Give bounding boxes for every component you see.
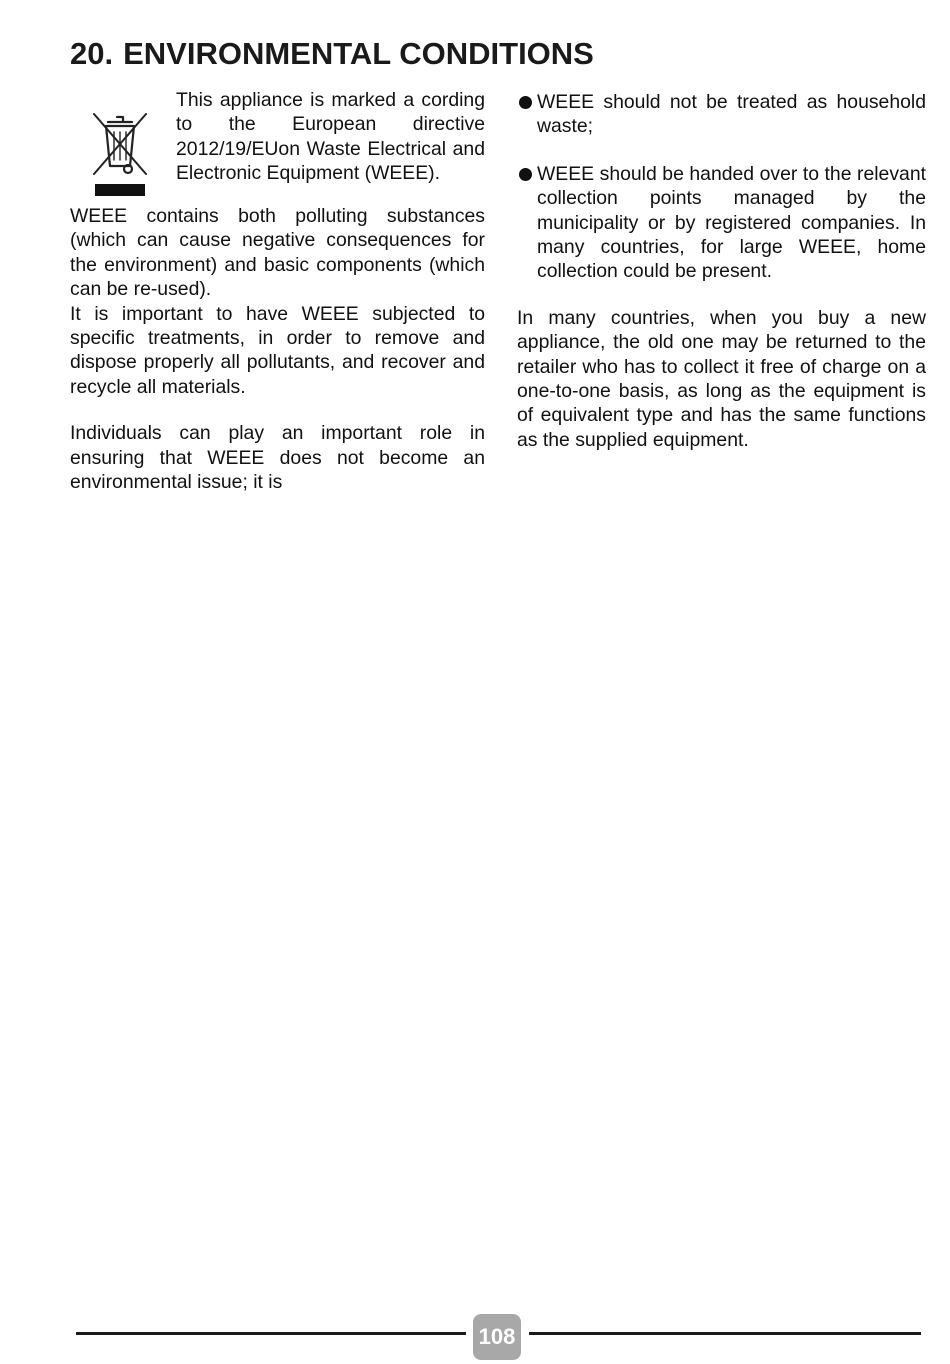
page-title bbox=[70, 36, 594, 72]
weee-intro bbox=[70, 88, 485, 204]
bullet-item bbox=[517, 90, 926, 139]
section-title: ENVIRONMENTAL CONDITIONS bbox=[123, 36, 594, 71]
individuals-role-paragraph: Individuals can play an important role in ensuring that WEEE does not become an environmental issue; it is bbox=[70, 422, 485, 494]
weee-contents-paragraph: WEEE contains both polluting substances (which can cause negative consequences for the environment) and basic components (which can be re-used). bbox=[70, 205, 485, 301]
bullet-dot-icon bbox=[519, 96, 532, 109]
bullet-text: WEEE should not be treated as household waste; bbox=[537, 91, 926, 138]
intro-text: This appliance is marked a cording to the European directive 2012/19/EUon Waste Electrical and Electronic Equipment (WEEE). bbox=[176, 89, 485, 185]
retailer-return-paragraph: In many countries, when you buy a new appliance, the old one may be returned to the retailer who has to collect it free of charge on a one-to-one basis, as long as the equipment is of equivalent type and has the same functions as the supplied equipment. bbox=[517, 306, 926, 451]
page-number-badge: 108 bbox=[473, 1314, 521, 1360]
bullet-text: WEEE should be handed over to the relevant collection points managed by the municipality or by registered companies. In many countries, for large WEEE, home collection could be present. bbox=[537, 162, 926, 283]
left-column bbox=[70, 88, 485, 494]
footer-divider-left bbox=[76, 1332, 466, 1335]
bullet-dot-icon bbox=[519, 168, 532, 181]
right-column bbox=[517, 88, 926, 452]
footer-divider-right bbox=[529, 1332, 921, 1335]
weee-treatment-paragraph: It is important to have WEEE subjected to specific treatments, in order to remove and dispose properly all pollutants, and recover and recycle all materials. bbox=[70, 302, 485, 398]
section-number: 20. bbox=[70, 36, 114, 71]
crossed-out-wheelie-bin-icon bbox=[84, 104, 156, 200]
bullet-item bbox=[517, 162, 926, 284]
